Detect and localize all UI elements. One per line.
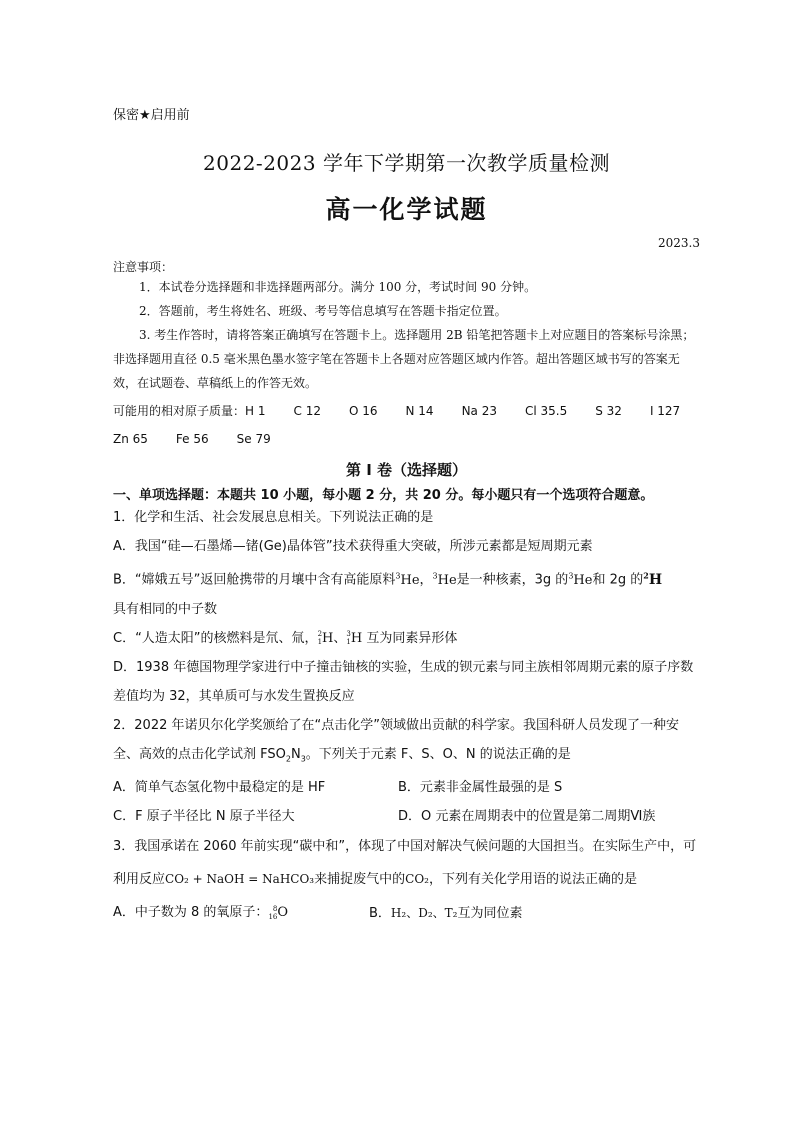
question-1-option-a: A．我国“硅—石墨烯—锗(Ge)晶体管”技术获得重大突破，所涉元素都是短周期元素: [113, 539, 593, 554]
nuclide-o: [268, 905, 288, 920]
text: 。下列关于元素 F、S、O、N 的说法正确的是: [305, 746, 571, 762]
atomic-number: 1: [317, 638, 323, 647]
atomic-number: 1: [346, 638, 351, 647]
question-2-option-a: A．简单气态氢化物中最稳定的是 HF: [113, 780, 326, 796]
text: C．“人造太阳”的核燃料是氘、氚，: [113, 630, 318, 646]
confidential-label: 保密★启用前: [113, 108, 190, 123]
atomic-mass-item: O 16: [348, 404, 378, 418]
question-1-option-b: [113, 561, 700, 595]
question-2-options-row: [113, 773, 700, 802]
section-title: 第 I 卷（选择题）: [345, 461, 468, 479]
text: 是一种核素，3g 的: [456, 572, 569, 588]
exam-title: 2022-2023 学年下学期第一次教学质量检测: [203, 151, 610, 175]
formula: H₂、D₂、T₂: [390, 906, 458, 921]
symbol: He: [573, 572, 593, 588]
text: N: [290, 746, 301, 762]
subscript: 2: [285, 754, 291, 764]
mass-number: 3: [395, 571, 401, 581]
question-2-stem: [113, 711, 700, 774]
atomic-masses: [113, 397, 700, 453]
exam-date: 2023.3: [658, 236, 700, 250]
notice-item: 2．答题前，考生将姓名、班级、考号等信息填写在答题卡指定位置。: [139, 304, 507, 318]
question-3-option-a: [113, 896, 369, 931]
atomic-mass-item: Na 23: [461, 404, 497, 418]
symbol: He: [437, 572, 457, 588]
text: A．中子数为 8 的氧原子：: [113, 905, 269, 921]
symbol: H: [350, 630, 363, 646]
text: 和 2g 的: [592, 572, 644, 588]
atomic-masses-row: [113, 425, 700, 453]
atomic-mass-item: Cl 35.5: [524, 404, 568, 418]
question-1-option-d: D．1938 年德国物理学家进行中子撞击铀核的实验，生成的钡元素与同主族相邻周期元素的原子序数差值均为 32，其单质可与水发生置换反应: [113, 659, 694, 704]
notice-list: [113, 275, 700, 395]
question-2-option-b: B．元素非金属性最强的是 S: [398, 780, 563, 796]
text: ，下列有关化学用语的说法正确的是: [428, 872, 637, 888]
text: 互为同位素: [457, 906, 523, 922]
part-title: 一、单项选择题：本题共 10 小题，每小题 2 分，共 20 分。每小题只有一个选项符合题意。: [113, 488, 654, 503]
mass-number: 3: [568, 571, 574, 581]
text: 3．我国承诺在 2060 年前实现“碳中和”，体现了中国对解决气候问题的大国担当。在实际生产中，可利用反应: [113, 839, 697, 888]
question-3-option-b: [369, 896, 654, 931]
formula: CO₂: [405, 872, 429, 887]
text: 来捕捉废气中的: [314, 872, 406, 888]
atomic-masses-label: 可能用的相对原子质量：: [113, 404, 246, 418]
nuclide-he3: [433, 573, 457, 588]
text: B．“嫦娥五号”返回舱携带的月壤中含有高能原料: [113, 572, 396, 588]
mass-number: 3: [346, 630, 351, 639]
symbol: H: [322, 630, 334, 646]
notice-item: 3. 考生作答时，请将答案正确填写在答题卡上。选择题用 2B 铅笔把答题卡上对应题目的答案标号涂黑；非选择题用直径 0.5 毫米黑色墨水签字笔在答题卡上各题对应答题区域内作答。超出答题区域书写的答案无效，在试题卷、草稿纸上的作答无效。: [113, 328, 695, 390]
exam-subject-title: 高一化学试题: [325, 195, 488, 224]
atomic-mass-item: H 1: [245, 404, 266, 418]
atomic-mass-item: Zn 65: [113, 432, 148, 446]
mass-number: 8: [272, 904, 278, 913]
atomic-masses-row: [113, 397, 700, 425]
notice-item: 1．本试卷分选择题和非选择题两部分。满分 100 分，考试时间 90 分钟。: [139, 280, 537, 294]
question-1-option-c: [113, 624, 700, 653]
text: ，: [419, 572, 433, 588]
question-2-option-c: C．F 原子半径比 N 原子半径大: [113, 809, 295, 825]
atomic-mass-item: C 12: [293, 404, 321, 418]
atomic-mass-item: S 32: [595, 404, 622, 418]
text: 互为同素异形体: [362, 630, 458, 646]
nuclide-h2: [318, 631, 334, 646]
question-3-stem: [113, 831, 700, 896]
nuclide-he3: [395, 573, 419, 588]
mass-number: 2: [317, 630, 323, 639]
atomic-mass-item: N 14: [405, 404, 434, 418]
question-3-options-row: [113, 896, 700, 931]
nuclide-he3: [568, 573, 592, 588]
notice-title: 注意事项：: [113, 260, 174, 274]
symbol: H: [648, 571, 663, 588]
mass-number: 3: [432, 571, 438, 581]
atomic-mass-item: I 127: [649, 404, 681, 418]
mass-number: 2: [643, 570, 649, 580]
nuclide-h3: [346, 631, 362, 646]
text: B．: [369, 906, 391, 922]
symbol: O: [277, 905, 289, 921]
text: 2．2022 年诺贝尔化学奖颁给了在“点击化学”领域做出贡献的科学家。我国科研人员发现了一种安全、高效的点击化学试剂 FSO: [113, 717, 679, 762]
nuclide-h2: [643, 572, 662, 588]
equation: CO₂ + NaOH = NaHCO₃: [165, 872, 315, 887]
question-1-option-b-cont: 具有相同的中子数: [113, 601, 218, 617]
question-2-options-row: [113, 802, 700, 831]
question-2-option-d: D．O 元素在周期表中的位置是第二周期Ⅵ族: [398, 809, 656, 825]
atomic-mass-item: Se 79: [236, 432, 271, 446]
subscript: 3: [300, 754, 306, 764]
atomic-number: 16: [268, 912, 278, 921]
question-1-stem: 1．化学和生活、社会发展息息相关。下列说法正确的是: [113, 510, 434, 525]
atomic-mass-item: Fe 56: [175, 432, 209, 446]
symbol: He: [400, 572, 420, 588]
text: 、: [333, 630, 347, 646]
